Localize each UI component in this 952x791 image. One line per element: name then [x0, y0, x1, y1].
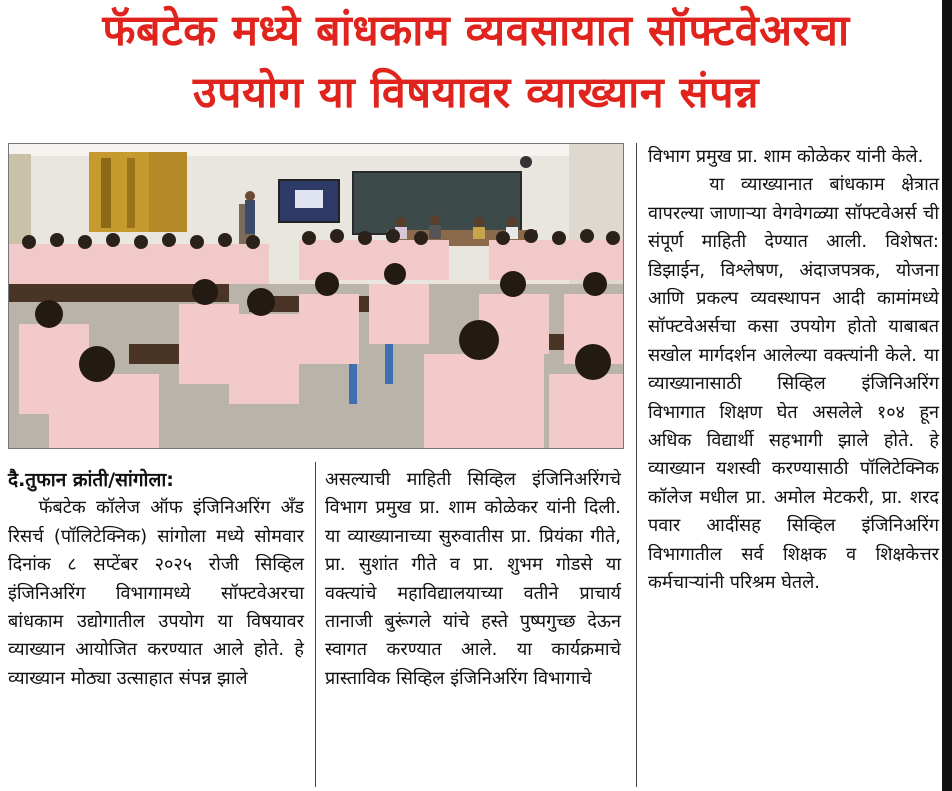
article-text-col1: फॅबटेक कॉलेज ऑफ इंजिनिअरिंग अँड रिसर्च (पॉलिटेक्निक) सांगोला मध्ये सोमवार दिनांक ८ सप्टेंबर २०२५ रोजी सिव्हिल इंजिनिअरिंग विभागामध्ये सॉफ्टवेअरचा बांधकाम उद्योगातील उपयोग या विषयावर व्याख्यान आयोजित करण्यात आले होते. हे व्याख्यान मोठ्या उत्साहात संपन्न झाले — [8, 497, 304, 689]
article-column-2 — [325, 466, 621, 693]
column-divider — [315, 462, 316, 787]
article-text-col3-b: या व्याख्यानात बांधकाम क्षेत्रात वापरल्या जाणाऱ्या वेगवेगळ्या सॉफ्टवेअर्स ची संपूर्ण माहिती देण्यात आली. विशेषत: डिझाईन, विश्लेषण, अंदाजपत्रक, योजना आणि प्रकल्प व्यवस्थापन आदी कामांमध्ये सॉफ्टवेअर्सचा कसा उपयोग होतो याबाबत सखोल मार्गदर्शन आलेल्या वक्त्यांनी केले. या व्याख्यानासाठी सिव्हिल इंजिनिअरिंग विभागात शिक्षण घेत असलेले १०४ हून अधिक विद्यार्थी सहभागी झाले होते. हे व्याख्यान यशस्वी करण्यासाठी पॉलिटेक्निक कॉलेज मधील प्रा. अमोल मेटकरी, प्रा. शरद पवार आदींसह सिव्हिल इंजिनिअरिंग विभागातील सर्व शिक्षक व शिक्षकेत्तर कर्मचाऱ्यांनी परिश्रम घेतले. — [648, 174, 939, 594]
article-column-3 — [648, 143, 939, 598]
page-edge-shadow — [942, 0, 952, 791]
dateline: दै.तुफान क्रांती/सांगोला: — [8, 469, 174, 491]
article-column-1 — [8, 466, 304, 693]
headline-line-2: उपयोग या विषयावर व्याख्यान संपन्न — [192, 68, 760, 118]
classroom-photo-icon — [9, 144, 623, 448]
headline-line-1: फॅबटेक मध्ये बांधकाम व्यवसायात सॉफ्टवेअरचा — [102, 6, 850, 56]
classroom-photo — [8, 143, 624, 449]
column-divider — [636, 143, 637, 787]
article-text-col3-a: विभाग प्रमुख प्रा. शाम कोळेकर यांनी केले. — [648, 146, 924, 167]
article-text-col2: असल्याची माहिती सिव्हिल इंजिनिअरिंगचे विभाग प्रमुख प्रा. शाम कोळेकर यांनी दिली. या व्याख्यानाच्या सुरुवातीस प्रा. प्रियंका गीते, प्रा. सुशांत गीते व प्रा. शुभम गोडसे या वक्त्यांचे महाविद्यालयाच्या वतीने प्राचार्य तानाजी बुरूंगले यांचे हस्ते पुष्पगुच्छ देऊन स्वागत करण्यात आले. या कार्यक्रमाचे प्रास्ताविक सिव्हिल इंजिनिअरिंग विभागाचे — [325, 469, 621, 689]
